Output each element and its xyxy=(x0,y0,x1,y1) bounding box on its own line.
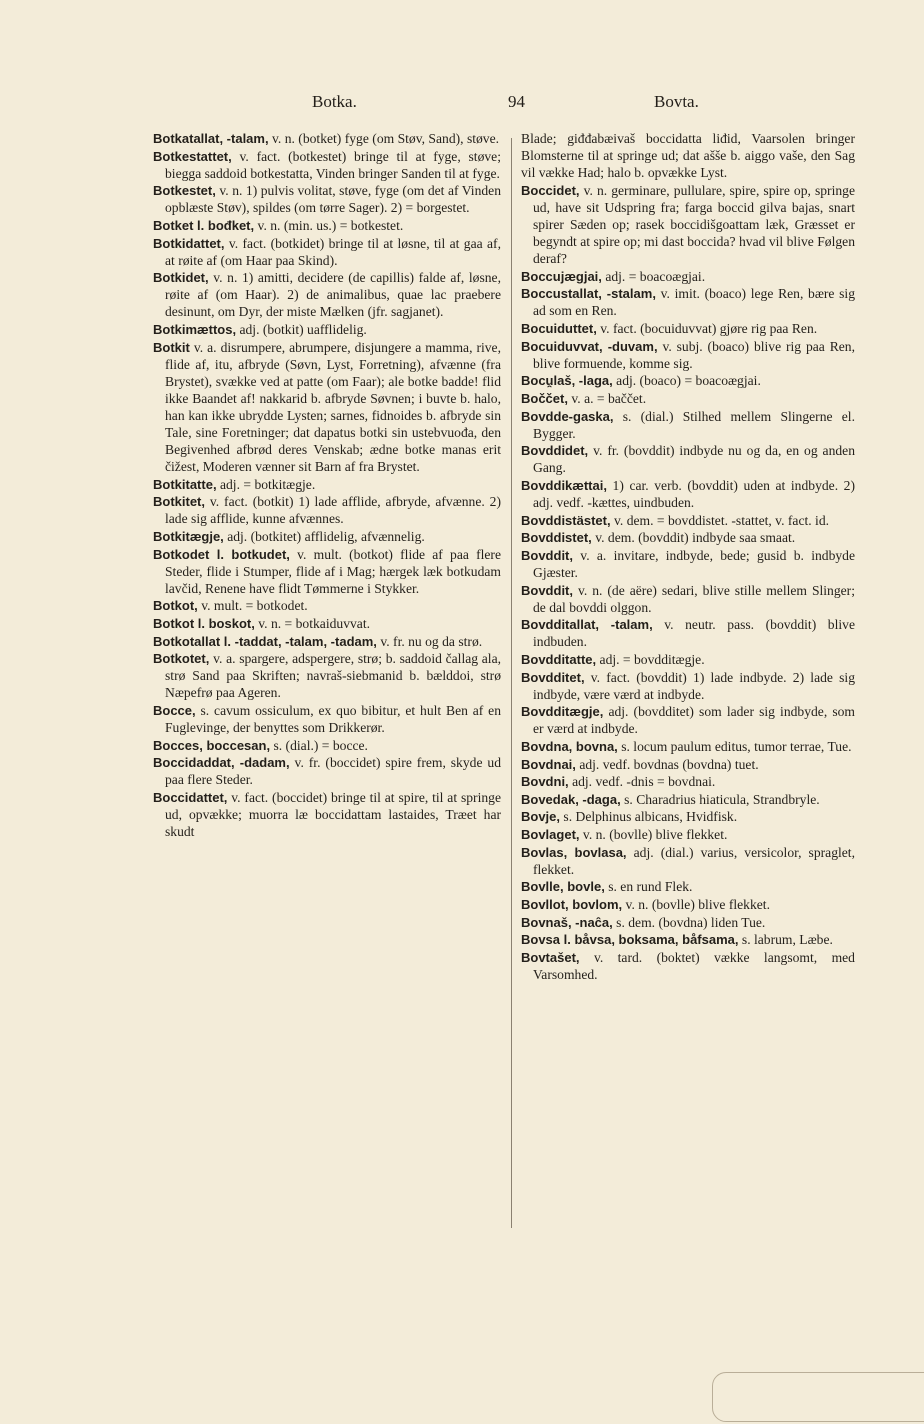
header-right-catchword: Bovta. xyxy=(654,92,699,111)
entry-definition: adj. (dial.) varius, versicolor, spraglet, flekket. xyxy=(533,844,855,877)
entry-headword: Boččet, xyxy=(521,390,568,406)
entry-headword: Bovddistet, xyxy=(521,530,592,546)
entry-definition: v. fr. nu og da strø. xyxy=(380,633,483,649)
entry-definition: v. tard. (boktet) vække langsomt, med Varsomhed. xyxy=(533,950,855,983)
entry-headword: Botkestattet, xyxy=(153,148,232,164)
entry-headword: Botkatallat, -talam, xyxy=(153,131,269,146)
entry-definition: v. a. spargere, adspergere, strø; b. saddoid čallag ala, strø Sand paa Skriften; navraš-siebmanid b. bælddoi, strø Næpefrø paa Ageren. xyxy=(165,651,501,701)
dictionary-entry xyxy=(153,754,501,788)
entry-definition: s. Charadrius hiaticula, Strandbryle. xyxy=(624,791,820,807)
dictionary-entry xyxy=(153,528,501,545)
entry-definition: s. labrum, Læbe. xyxy=(741,932,833,948)
entry-headword: Bocce, xyxy=(153,703,196,719)
entry-headword: Bovddidet, xyxy=(521,443,589,459)
dictionary-entry xyxy=(521,320,855,337)
dictionary-entry xyxy=(521,547,855,581)
paper-edge-mark xyxy=(712,1372,924,1422)
dictionary-entry xyxy=(153,546,501,597)
entry-headword: Botkot l. boskot, xyxy=(153,616,255,632)
dictionary-entry xyxy=(521,791,855,808)
entry-definition: adj. (boaco) = boacoægjai. xyxy=(616,373,761,389)
dictionary-entry xyxy=(153,235,501,269)
entry-headword: Botket l. bođket, xyxy=(153,218,255,234)
entry-definition: s. locum paulum editus, tumor terrae, Tue. xyxy=(621,738,852,754)
entry-definition: v. subj. (boaco) blive rig paa Ren, blive formuende, komme sig. xyxy=(533,338,855,371)
entry-definition: 1) car. verb. (bovddit) uden at indbyde. 2) adj. vedf. -kættes, uindbuden. xyxy=(533,477,855,510)
entry-definition: s. en rund Flek. xyxy=(608,879,693,895)
header-left-catchword: Botka. xyxy=(312,92,357,111)
entry-headword: Botkitet, xyxy=(153,494,205,510)
dictionary-entry xyxy=(521,582,855,616)
dictionary-entry xyxy=(521,338,855,372)
dictionary-entry xyxy=(521,738,855,755)
dictionary-entry xyxy=(521,826,855,843)
dictionary-entry xyxy=(521,268,855,285)
dictionary-entry xyxy=(521,130,855,181)
dictionary-entry xyxy=(521,182,855,267)
entry-headword: Bovtašet, xyxy=(521,950,580,966)
entry-definition: adj. = boacoægjai. xyxy=(605,268,706,284)
entry-definition: v. fact. (bocuiduvvat) gjøre rig paa Ren. xyxy=(600,320,818,336)
dictionary-entry xyxy=(153,702,501,736)
entry-headword: Botkestet, xyxy=(153,183,216,199)
dictionary-entry xyxy=(153,148,501,182)
entry-headword: Bocuiduvvat, -duvam, xyxy=(521,338,658,354)
dictionary-entry xyxy=(521,756,855,773)
entry-headword: Bovnaš, -naĉa, xyxy=(521,914,613,930)
entry-definition: v. fact. (boccidet) bringe til at spire, til at springe ud, opvække; muorra læ boccidattam lastaides, Træet har skudt xyxy=(165,790,501,840)
dictionary-entry xyxy=(521,844,855,878)
entry-definition: Blade; giđđabæivaš boccidatta liđid, Vaarsolen bringer Blomsterne til at springe ud; dat ašše b. aiggo vaše, den Sag vil vække Had; halo b. opvække Lyst. xyxy=(521,131,855,181)
entry-definition: s. dem. (bovdna) liden Tue. xyxy=(616,914,766,930)
entry-headword: Botkot, xyxy=(153,598,198,614)
entry-headword: Bovdnai, xyxy=(521,756,576,772)
entry-definition: v. n. 1) amitti, decidere (de capillis) falde af, løsne, røite af (om Haar). 2) de animalibus, quae lac praebere desinunt, om Dyr, der miste Mælken (jfr. sagjanet). xyxy=(165,270,501,320)
entry-definition: v. fact. (botkit) 1) lade afflide, afbryde, afvænne. 2) lade sig afflide, kunne afvænnes. xyxy=(165,494,501,527)
entry-headword: Bovdditet, xyxy=(521,669,585,685)
entry-definition: s. (dial.) Stilhed mellem Slingerne el. Bygger. xyxy=(533,408,855,441)
dictionary-entry xyxy=(153,615,501,632)
entry-definition: v. n. germinare, pullulare, spire, spire op, springe ud, have sit Udspring fra; farga boccid gilva bajas, snart spirer Sæden op; rasek boccidišgoattam læk, Græsset er begyndt at spire op; mi dast boccida? hvad vil blive Følgen deraf? xyxy=(533,182,855,266)
dictionary-entry xyxy=(521,914,855,931)
entry-definition: adj. = bovdditægje. xyxy=(599,651,705,667)
column-divider xyxy=(511,138,512,1228)
entry-headword: Bovdditægje, xyxy=(521,704,604,720)
entry-definition: s. (dial.) = bocce. xyxy=(273,737,368,753)
dictionary-entry xyxy=(521,896,855,913)
entry-definition: adj. = botkitægje. xyxy=(219,476,316,492)
dictionary-entry xyxy=(153,217,501,234)
dictionary-entry xyxy=(153,476,501,493)
entry-headword: Botkitatte, xyxy=(153,476,217,492)
dictionary-entry xyxy=(153,321,501,338)
dictionary-entry xyxy=(521,703,855,737)
entry-definition: v. a. disrumpere, abrumpere, disjungere a mamma, rive, flide af, itu, afbryde (Søvn, Lyst, Forretning), afvænne (fra Brystet), svække ved at patte (om Faar); ale botke badde! flid ikke Baandet af! nakkarid b. afbryde Søvnen; i buvte b. halo, han kan ikke ubrydde Lysten; sarnes, fidnoides b. afbryde sin Tale, sine Foretninger; dat dapatus botki sin ustebvuođa, den Begivenhed afbrød deres Venskab; ædne botke manas erit čižest, Moderen vænner sit Barn af fra Brystet. xyxy=(165,339,501,475)
dictionary-entry xyxy=(153,493,501,527)
dictionary-entry xyxy=(521,651,855,668)
entry-definition: v. n. (botket) fyge (om Støv, Sand), støve. xyxy=(272,131,500,146)
entry-definition: v. n. (de aëre) sedari, blive stille mellem Slinger; de dal bovddi olggon. xyxy=(533,582,855,615)
entry-headword: Boccustallat, -stalam, xyxy=(521,286,656,302)
entry-headword: Boccidet, xyxy=(521,182,580,198)
dictionary-entry xyxy=(153,737,501,754)
entry-headword: Bovdditatte, xyxy=(521,651,597,667)
entry-definition: v. fr. (bovddit) indbyde nu og da, en og anden Gang. xyxy=(533,443,855,476)
entry-headword: Bovddit, xyxy=(521,582,573,598)
dictionary-entry xyxy=(521,931,855,948)
dictionary-entry xyxy=(521,878,855,895)
entry-definition: v. n. (bovlle) blive flekket. xyxy=(582,827,728,843)
entry-definition: v. n. = botkaiduvvat. xyxy=(258,616,370,632)
dictionary-entry xyxy=(521,477,855,511)
left-column xyxy=(153,130,501,841)
entry-headword: Bocu̯laš, -laga, xyxy=(521,373,613,389)
entry-definition: adj. vedf. -dnis = bovdnai. xyxy=(572,774,716,790)
page-header xyxy=(0,92,924,120)
dictionary-entry xyxy=(153,650,501,701)
entry-headword: Botkit xyxy=(153,339,190,355)
dictionary-entry xyxy=(521,949,855,983)
entry-definition: adj. (botkit) uafflidelig. xyxy=(239,322,367,338)
dictionary-entry xyxy=(153,130,501,147)
page-number: 94 xyxy=(508,92,525,111)
dictionary-entry xyxy=(153,633,501,650)
dictionary-entry xyxy=(521,512,855,529)
entry-headword: Bovedak, -daga, xyxy=(521,791,621,807)
entry-definition: v. fact. (bovddit) 1) lade indbyde. 2) lade sig indbyde, være værd at indbyde. xyxy=(533,669,855,702)
entry-definition: v. fact. (botkidet) bringe til at løsne, til at gaa af, at røite af (om Haar paa Skind). xyxy=(165,235,501,268)
entry-headword: Botkidattet, xyxy=(153,235,225,251)
entry-headword: Bovddikættai, xyxy=(521,477,607,493)
entry-headword: Bovdna, bovna, xyxy=(521,738,618,754)
entry-definition: v. fact. (botkestet) bringe til at fyge, støve; biegga saddoid botkestatta, Vinden bringer Sanden til at fyge. xyxy=(165,148,501,181)
dictionary-entry xyxy=(521,529,855,546)
entry-headword: Botkodet l. botkudet, xyxy=(153,546,290,562)
entry-headword: Bovddistästet, xyxy=(521,512,611,528)
dictionary-entry xyxy=(521,808,855,825)
entry-headword: Botkotet, xyxy=(153,651,210,667)
dictionary-entry xyxy=(153,339,501,475)
entry-headword: Boccidattet, xyxy=(153,790,228,806)
entry-headword: Bovlle, bovle, xyxy=(521,879,605,895)
entry-definition: v. imit. (boaco) lege Ren, bære sig ad som en Ren. xyxy=(533,286,855,319)
entry-headword: Bovlas, bovlasa, xyxy=(521,844,627,860)
dictionary-entry xyxy=(153,182,501,216)
entry-headword: Botkimættos, xyxy=(153,322,237,338)
entry-headword: Bovddit, xyxy=(521,547,573,563)
dictionary-entry xyxy=(521,442,855,476)
entry-headword: Bocces, boccesan, xyxy=(153,737,271,753)
dictionary-entry xyxy=(521,616,855,650)
dictionary-entry xyxy=(521,773,855,790)
entry-headword: Boccujægjai, xyxy=(521,268,602,284)
dictionary-entry xyxy=(521,372,855,389)
dictionary-entry xyxy=(521,408,855,442)
entry-headword: Bovdni, xyxy=(521,774,569,790)
dictionary-entry xyxy=(153,597,501,614)
entry-definition: v. neutr. pass. (bovddit) blive indbuden. xyxy=(533,617,855,650)
entry-headword: Boccidaddat, -dadam, xyxy=(153,755,290,771)
entry-definition: v. n. (bovlle) blive flekket. xyxy=(625,897,770,913)
entry-headword: Botkotallat l. -taddat, -talam, -tadam, xyxy=(153,633,377,649)
entry-definition: v. a. = baččet. xyxy=(571,390,647,406)
entry-headword: Bovlaget, xyxy=(521,827,580,843)
entry-headword: Botkitægje, xyxy=(153,529,224,545)
dictionary-entry xyxy=(521,285,855,319)
entry-definition: v. a. invitare, indbyde, bede; gusid b. indbyde Gjæster. xyxy=(533,547,855,580)
entry-definition: adj. vedf. bovdnas (bovdna) tuet. xyxy=(579,756,759,772)
entry-definition: v. mult. (botkot) flide af paa flere Steder, flide i Stumper, flide af i Mag; hærgek læk botkudam lavčid, Renene have flidt Tømmerne i Stykker. xyxy=(165,546,501,596)
dictionary-entry xyxy=(153,269,501,320)
entry-headword: Bovsa l. båvsa, boksama, båfsama, xyxy=(521,932,739,948)
entry-headword: Bovje, xyxy=(521,809,561,825)
entry-definition: v. dem. (bovddit) indbyde saa smaat. xyxy=(595,530,796,546)
entry-definition: adj. (bovdditet) som lader sig indbyde, som er værd at indbyde. xyxy=(533,704,855,737)
entry-headword: Bovdde-gaska, xyxy=(521,408,614,424)
entry-definition: v. dem. = bovddistet. -stattet, v. fact. id. xyxy=(613,512,830,528)
entry-headword: Bovllot, bovlom, xyxy=(521,897,623,913)
dictionary-entry xyxy=(521,669,855,703)
dictionary-entry xyxy=(521,390,855,407)
entry-definition: s. cavum ossiculum, ex quo bibitur, et hult Ben af en Fuglevinge, der benyttes som Drikkerør. xyxy=(165,703,501,736)
entry-headword: Bovdditallat, -talam, xyxy=(521,617,653,633)
dictionary-entry xyxy=(153,789,501,840)
entry-definition: v. n. 1) pulvis volitat, støve, fyge (om det af Vinden opblæste Støv), spildes (om tørre Sager). 2) = borgestet. xyxy=(165,183,501,216)
entry-definition: adj. (botkitet) afflidelig, afvænnelig. xyxy=(227,529,425,545)
entry-definition: v. fr. (boccidet) spire frem, skyde ud paa flere Steder. xyxy=(165,755,502,788)
entry-definition: s. Delphinus albicans, Hvidfisk. xyxy=(563,809,738,825)
right-column xyxy=(521,130,855,984)
entry-definition: v. n. (min. us.) = botkestet. xyxy=(257,218,404,234)
entry-headword: Botkidet, xyxy=(153,270,209,286)
entry-definition: v. mult. = botkodet. xyxy=(201,598,308,614)
entry-headword: Bocuiduttet, xyxy=(521,320,597,336)
